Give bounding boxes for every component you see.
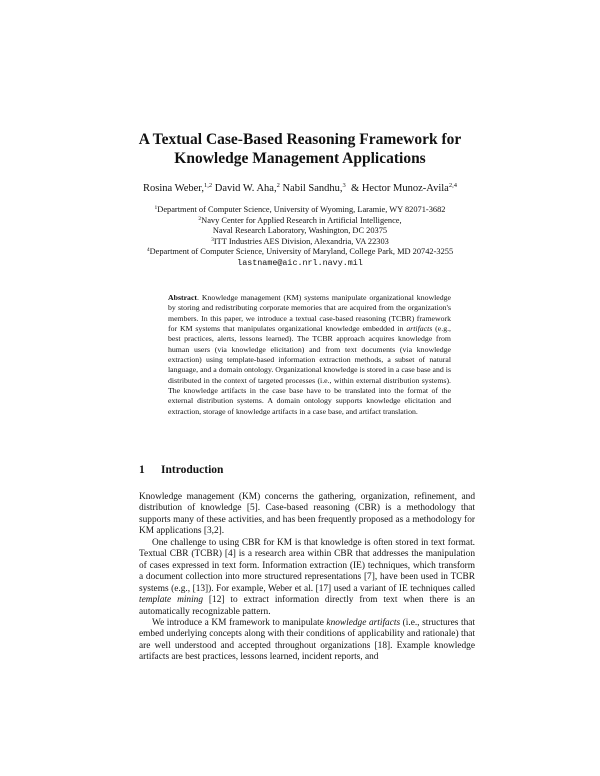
affiliation: $^4$Department of Computer Science, University of Maryland, College Park, MD 20742-3255 — [146, 247, 454, 257]
author-affil-mark: 3 — [342, 182, 346, 189]
affiliations — [0, 205, 600, 269]
title-line: Knowledge Management Applications — [174, 150, 426, 167]
author-affil-mark: 2,4 — [448, 182, 457, 189]
section-heading — [139, 464, 223, 476]
author-affil-mark: 1,2 — [204, 182, 213, 189]
affiliation: $^2$Navy Center for Applied Research in Artificial Intelligence, — [198, 215, 402, 225]
affiliation-cont: Naval Research Laboratory, Washington, DC 20375 — [212, 226, 388, 236]
author-affil-mark: 2 — [276, 182, 280, 189]
author-name: Hector Munoz-Avila — [361, 183, 449, 194]
paper-title — [0, 130, 600, 168]
abstract-label: Abstract — [168, 293, 198, 302]
affiliation: $^1$Department of Computer Science, University of Wyoming, Laramie, WY 82071-3682 — [154, 205, 446, 214]
section-number: 1 — [139, 464, 145, 476]
abstract: Abstract. Knowledge management (KM) systems manipulate organizational knowledge by storing and redistributing corporate memories that are acquired from the organization's members. In this paper, we introduce a textual case-based reasoning (TCBR) framework for KM systems that manipulates organizational knowledge embedded in artifacts (e.g., best practices, alerts, lessons learned). The TCBR approach acquires knowledge from human users (via knowledge elicitation) and from text documents (via knowledge extraction) using template-based information extraction methods, a subset of natural language, and a domain ontology. Organizational knowledge is stored in a case base and is distributed in the context of targeted processes (i.e., within external distribution systems). The knowledge artifacts in the case base have to be translated into the format of the external distribution systems. A domain ontology supports knowledge elicitation and extraction, storage of knowledge artifacts in a case base, and artifact translation. — [168, 293, 451, 416]
paragraph: One challenge to using CBR for KM is that knowledge is often stored in text format. Textual CBR (TCBR) [4] is a research area within CBR that addresses the manipulation of cases expressed in text form. Information extraction (IE) techniques, which transform a document collection into more structured representations [7], have been used in TCBR systems (e.g., [13]). For example, Weber et al. [17] used a variant of IE techniques called template mining [12] to extract information directly from text when there is an automatically recognizable pattern. — [139, 537, 475, 617]
section-title: Introduction — [161, 464, 224, 476]
author-list: Rosina Weber,$^{1,2}$ David W. Aha,$^2$ Nabil Sandhu,$^3$ & Hector Munoz-Avila$^{2,4}$ — [143, 182, 457, 194]
paragraph: Knowledge management (KM) concerns the gathering, organization, refinement, and distribution of knowledge [5]. Case-based reasoning (CBR) is a methodology that supports many of these activities, and has been frequently proposed as a methodology for KM applications [3,2]. — [139, 492, 475, 537]
author-name: Rosina Weber, — [143, 183, 204, 194]
affiliation: $^3$ITT Industries AES Division, Alexandria, VA 22303 — [211, 236, 389, 246]
paragraph: We introduce a KM framework to manipulate knowledge artifacts (i.e., structures that embed underlying concepts along with their conditions of applicability and rationale) that are well understood and accepted throughout organizations [18]. Example knowledge artifacts are best practices, lessons learned, incident reports, and — [139, 617, 475, 663]
title-line: A Textual Case-Based Reasoning Framework for — [138, 131, 462, 148]
author-name: David W. Aha, — [214, 183, 277, 194]
author-name: Nabil Sandhu, — [282, 183, 343, 194]
body-text — [139, 492, 475, 664]
contact-email[interactable]: lastname@aic.nrl.navy.mil — [237, 257, 363, 268]
